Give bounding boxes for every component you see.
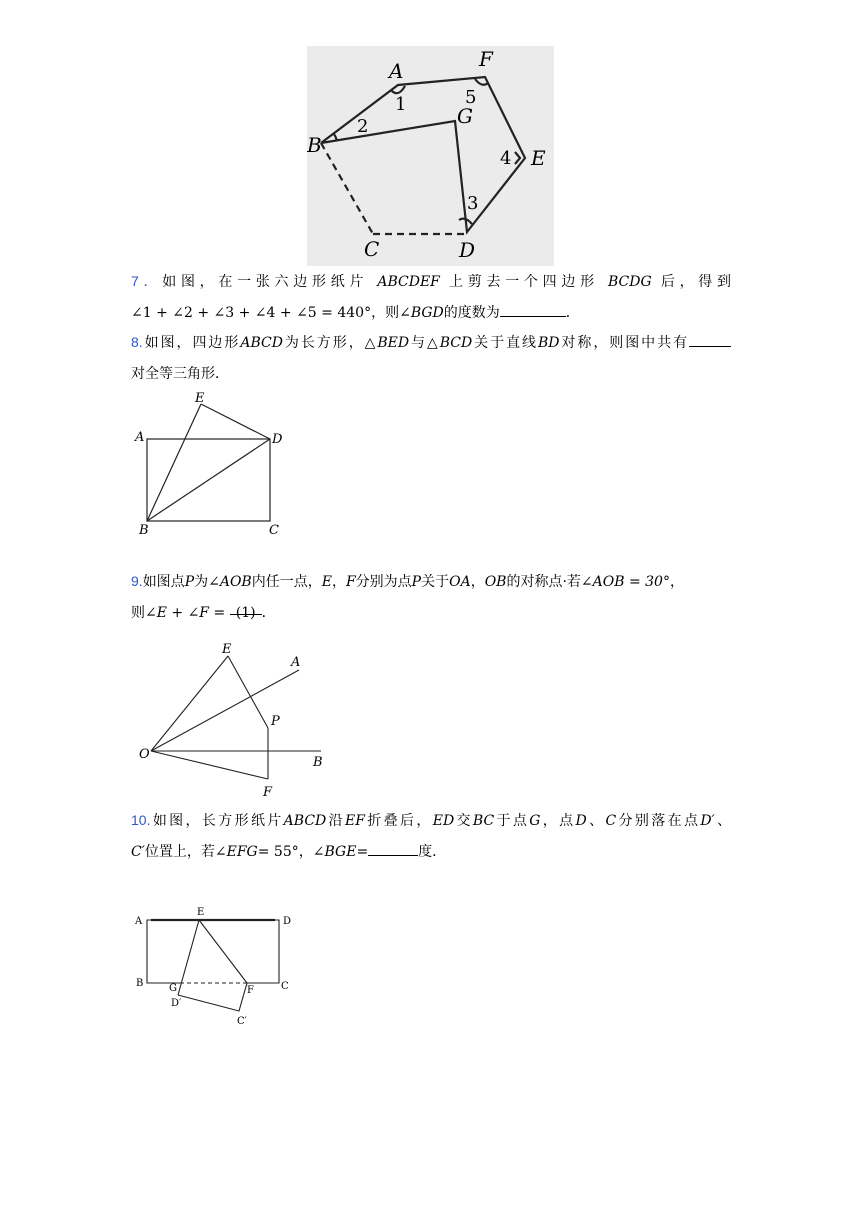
question-7-line-1: 7．如图，在一张六边形纸片 ABCDEF 上剪去一个四边形 BCDG 后，得到 [131,273,732,290]
angle-label-4: 4 [500,148,512,169]
question-9-line-2: 则∠E + ∠F = (1) ． [131,598,731,629]
answer-placeholder: (1) [235,605,256,621]
label-F: F [247,985,254,996]
label-E: E [195,391,205,406]
angle-label-2: 2 [357,116,369,137]
question-10-line-2: C′位置上，若∠EFG= 55°，∠BGE= 度． [131,837,731,868]
question-8-line-1: 8.如图，四边形ABCD为长方形，△BED与△BCD关于直线BD对称，则图中共有 [131,327,731,359]
angle-label-3: 3 [467,193,479,214]
label-D: D [283,916,292,927]
formula: ∠1 + ∠2 + ∠3 + ∠4 + ∠5 = 440° [131,305,372,321]
label-B: B [307,133,322,157]
figure-8 [131,386,291,538]
answer-blank[interactable] [368,839,418,856]
label-A: A [135,430,145,445]
label-C: C [364,237,380,261]
label-B: B [139,523,149,538]
label-B: B [136,978,144,989]
figure-7 [307,46,554,266]
label-C-prime: C′ [237,1016,247,1027]
question-8-line-2: 对全等三角形． [131,366,229,382]
label-P: P [271,714,280,729]
label-D: D [272,432,283,447]
label-E: E [531,146,546,170]
question-10 [131,805,731,868]
angle-label-5: 5 [465,87,477,108]
label-O: O [139,747,150,762]
label-A: A [389,59,404,83]
answer-blank[interactable] [500,300,566,317]
question-7 [131,266,731,329]
question-number: 10. [131,812,151,828]
label-C: C [269,523,279,538]
question-9 [131,566,731,629]
label-B: B [313,755,323,770]
label-F: F [263,785,273,800]
question-8 [131,327,731,390]
question-number: 7． [131,273,163,289]
angle-label-1: 1 [395,94,407,115]
label-F: F [479,47,493,71]
label-E: E [197,907,205,918]
answer-blank[interactable] [230,598,262,621]
answer-blank[interactable] [689,330,731,347]
question-7-line-2: ∠1 + ∠2 + ∠3 + ∠4 + ∠5 = 440°，则∠BGD的度数为 ． [131,298,731,329]
label-C: C [281,981,289,992]
question-number: 9. [131,573,143,589]
label-G: G [169,983,177,994]
label-A: A [135,916,143,927]
label-A: A [291,655,301,670]
figure-9 [131,640,331,800]
question-10-line-1: 10.如图，长方形纸片ABCD沿EF折叠后，ED交BC于点G，点D、C分别落在点D′、 [131,812,732,829]
label-G: G [457,104,473,128]
question-number: 8. [131,334,143,350]
label-D: D [459,238,476,262]
question-9-line-1: 9.如图点P为∠AOB内任一点，E，F分别为点P关于OA，OB的对称点·若∠AOB = 30°， [131,573,684,590]
label-D-prime: D′ [171,998,182,1009]
figure-10 [131,900,301,1032]
label-E: E [222,642,232,657]
